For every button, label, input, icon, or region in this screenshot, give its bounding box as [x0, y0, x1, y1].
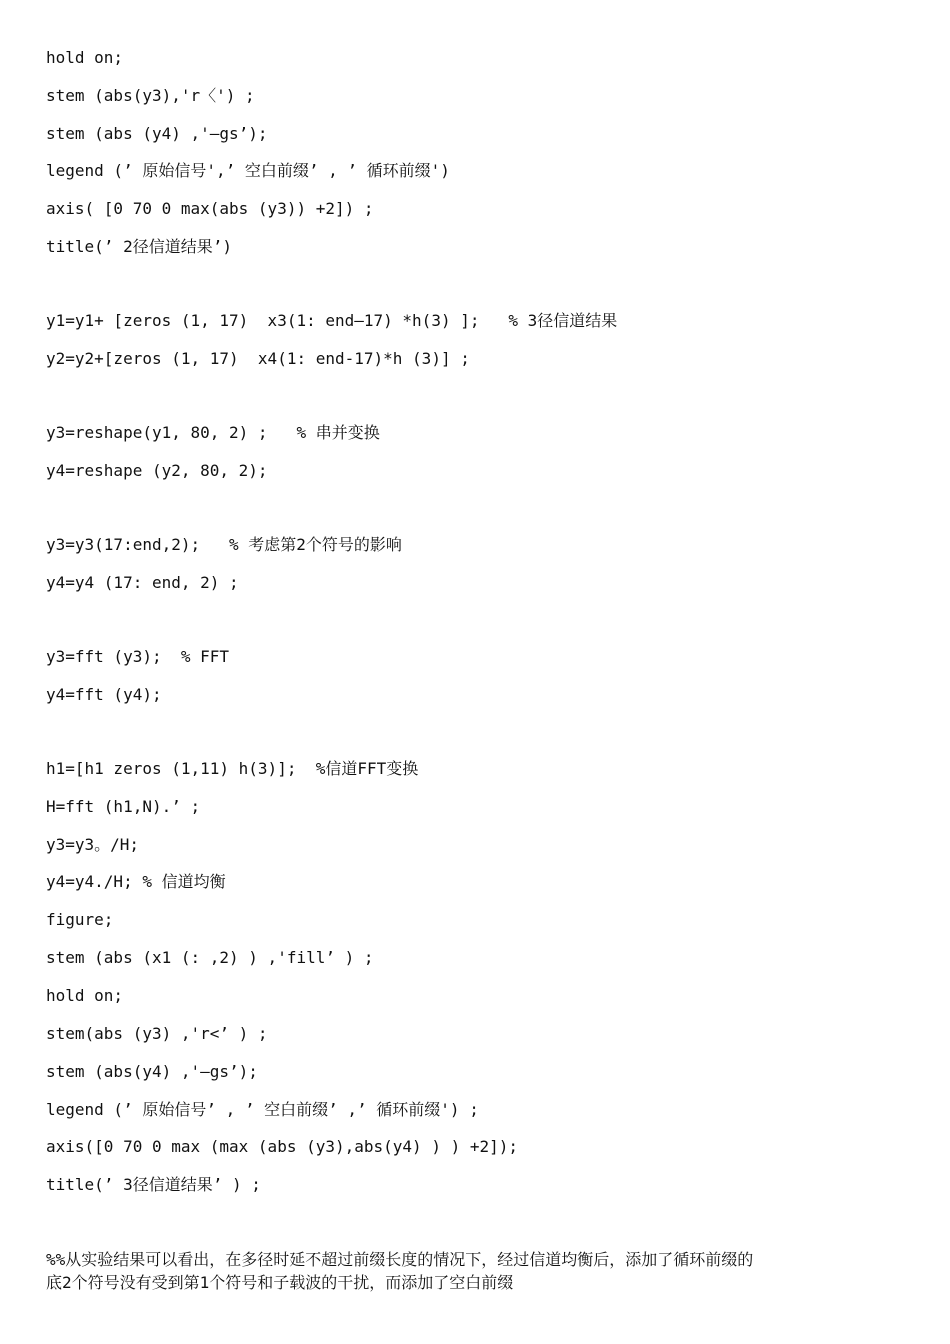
code-line: stem (abs(y3),'r〈') ;: [46, 86, 255, 105]
code-line: hold on;: [46, 48, 124, 67]
code-line: y3=y3(17:end,2); % 考虑第2个符号的影响: [46, 535, 402, 554]
code-line: axis( [0 70 0 max(abs (y3)) +2]) ;: [46, 199, 374, 218]
code-line: H=fft (h1,N).’ ;: [46, 797, 201, 816]
code-line: title(’ 2径信道结果’): [46, 237, 232, 256]
code-line: title(’ 3径信道结果’ ) ;: [46, 1175, 261, 1194]
code-line: y4=reshape (y2, 80, 2);: [46, 461, 268, 480]
code-line: stem (abs(y4) ,'—gs’);: [46, 1062, 258, 1081]
code-line: y4=y4./H; % 信道均衡: [46, 872, 226, 891]
code-line: legend (’ 原始信号’ , ’ 空白前缀’ ,’ 循环前缀') ;: [46, 1100, 479, 1119]
code-line: y1=y1+ [zeros (1, 17) x3(1: end—17) *h(3) ]; % 3径信道结果: [46, 311, 618, 330]
code-line: y4=fft (y4);: [46, 685, 162, 704]
code-line: h1=[h1 zeros (1,11) h(3)]; %信道FFT变换: [46, 759, 419, 778]
code-line: y4=y4 (17: end, 2) ;: [46, 573, 239, 592]
code-line: stem(abs (y3) ,'r<’ ) ;: [46, 1024, 268, 1043]
code-line: y3=y3。/H;: [46, 835, 140, 854]
conclusion-line: %%从实验结果可以看出，在多径时延不超过前缀长度的情况下，经过信道均衡后，添加了循环前缀的: [46, 1250, 754, 1269]
conclusion-paragraph: [46, 1248, 906, 1294]
code-line: axis([0 70 0 max (max (abs (y3),abs(y4) ) ) +2]);: [46, 1137, 519, 1156]
code-line: stem (abs (x1 (: ,2) ) ,'fill’ ) ;: [46, 948, 374, 967]
conclusion-line: 底2个符号没有受到第1个符号和子载波的干扰，而添加了空白前缀: [46, 1273, 514, 1292]
code-line: stem (abs (y4) ,'—gs’);: [46, 124, 268, 143]
code-line: figure;: [46, 910, 114, 929]
code-line: y2=y2+[zeros (1, 17) x4(1: end-17)*h (3)] ;: [46, 349, 470, 368]
code-line: y3=fft (y3); % FFT: [46, 647, 230, 666]
code-line: hold on;: [46, 986, 124, 1005]
code-line: legend (’ 原始信号',’ 空白前缀’ , ’ 循环前缀'): [46, 161, 450, 180]
code-line: y3=reshape(y1, 80, 2) ; % 串并变换: [46, 423, 380, 442]
